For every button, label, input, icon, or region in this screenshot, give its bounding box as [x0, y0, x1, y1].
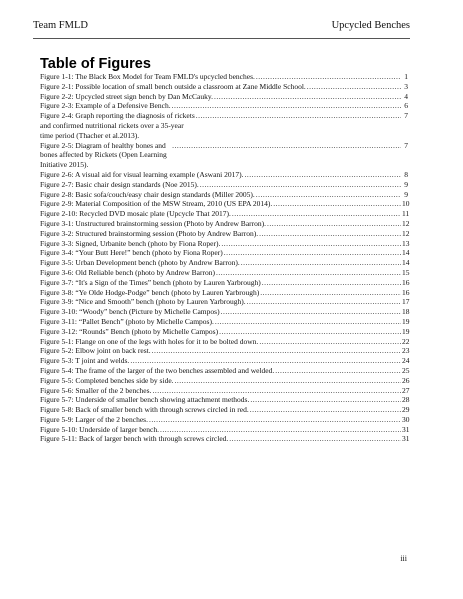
- figure-page-number: 9: [404, 179, 408, 189]
- dot-leader: [307, 82, 401, 92]
- figure-page-number: 16: [402, 287, 410, 297]
- figure-caption: Figure 3-5: Urban Development bench (photo by Andrew Barron).: [40, 258, 240, 268]
- dot-leader: [256, 190, 401, 200]
- dot-leader: [152, 386, 401, 396]
- figure-caption: Figure 3-6: Old Reliable bench (photo by Andrew Barron): [40, 267, 215, 277]
- header-rule: [33, 38, 410, 39]
- dot-leader: [214, 92, 401, 102]
- figure-caption: Figure 2-3: Example of a Defensive Bench.: [40, 101, 171, 111]
- figure-page-number: 23: [402, 346, 410, 356]
- figure-caption: Figure 3-8: “Ye Olde Hodge-Podge” bench (photo by Lauren Yarbrough): [40, 287, 260, 297]
- dot-leader: [196, 111, 401, 121]
- figure-caption: Figure 2-2: Upcycled street sign bench by Dan McCauky.: [40, 91, 214, 101]
- figure-page-number: 7: [404, 140, 408, 150]
- figure-caption: Figure 5-5: Completed benches side by side.: [40, 375, 174, 385]
- figure-page-number: 17: [402, 297, 410, 307]
- figure-entry[interactable]: [40, 376, 408, 386]
- dot-leader: [256, 72, 401, 82]
- figure-entry[interactable]: [40, 180, 408, 190]
- figure-entry[interactable]: [40, 92, 408, 102]
- figure-caption: Figure 5-3: T joint and welds.: [40, 356, 130, 366]
- figure-caption: Figure 5-6: Smaller of the 2 benches.: [40, 385, 152, 395]
- figure-page-number: 8: [404, 169, 408, 179]
- figure-entry[interactable]: [40, 405, 408, 415]
- table-of-figures-list: [40, 72, 408, 444]
- figure-page-number: 14: [402, 248, 410, 258]
- figure-page-number: 13: [402, 238, 410, 248]
- figure-entry[interactable]: [40, 72, 408, 82]
- figure-entry[interactable]: [40, 268, 408, 278]
- figure-entry[interactable]: [40, 288, 408, 298]
- figure-page-number: 1: [404, 72, 408, 81]
- figure-entry[interactable]: [40, 141, 408, 170]
- figure-page-number: 31: [402, 434, 410, 444]
- figure-caption: Figure 3-11: “Pallet Bench” (photo by Michelle Campos).: [40, 316, 214, 326]
- dot-leader: [152, 346, 401, 356]
- figure-caption: Figure 3-1: Unstructured brainstorming session (Photo by Andrew Barron).: [40, 218, 267, 228]
- figure-entry[interactable]: [40, 395, 408, 405]
- figure-caption: Figure 3-9: “Nice and Smooth” bench (photo by Lauren Yarbrough).: [40, 297, 246, 307]
- figure-caption: Figure 5-8: Back of smaller bench with through screws circled in red.: [40, 405, 249, 415]
- figure-page-number: 29: [402, 405, 410, 415]
- dot-leader: [172, 141, 401, 151]
- figure-entry[interactable]: [40, 307, 408, 317]
- dot-leader: [130, 356, 401, 366]
- figure-page-number: 24: [402, 356, 410, 366]
- figure-caption: Figure 1-1: The Black Box Model for Team FMLD's upcycled benches.: [40, 72, 255, 81]
- dot-leader: [260, 288, 401, 298]
- dot-leader: [247, 297, 401, 307]
- figure-caption: Figure 2-4: Graph reporting the diagnosis of rickets and confirmed nutritional rickets over a 35-year time period (Thacher et al.2013).: [40, 111, 195, 140]
- dot-leader: [259, 337, 401, 347]
- dot-leader: [224, 248, 401, 258]
- figure-page-number: 18: [402, 307, 410, 317]
- figure-caption: Figure 2-9: Material Composition of the MSW Stream, 2010 (US EPA 2014).: [40, 199, 273, 209]
- figure-entry[interactable]: [40, 346, 408, 356]
- dot-leader: [221, 239, 401, 249]
- figure-page-number: 9: [404, 189, 408, 199]
- dot-leader: [216, 268, 401, 278]
- dot-leader: [149, 415, 401, 425]
- dot-leader: [221, 307, 401, 317]
- figure-entry[interactable]: [40, 209, 408, 219]
- figure-caption: Figure 2-5: Diagram of healthy bones and bones affected by Rickets (Open Learning Initiative 2015).: [40, 140, 167, 170]
- page-header: [33, 20, 410, 34]
- figure-caption: Figure 5-7: Underside of smaller bench showing attachment methods.: [40, 395, 250, 405]
- figure-caption: Figure 5-1: Flange on one of the legs with holes for it to be bolted down.: [40, 336, 259, 346]
- dot-leader: [250, 405, 401, 415]
- figure-page-number: 12: [402, 228, 410, 238]
- dot-leader: [229, 434, 401, 444]
- figure-entry[interactable]: [40, 337, 408, 347]
- figure-page-number: 27: [402, 385, 410, 395]
- figure-caption: Figure 3-2: Structured brainstorming session (Photo by Andrew Barron).: [40, 228, 259, 238]
- dot-leader: [267, 219, 401, 229]
- figure-entry[interactable]: [40, 356, 408, 366]
- page-title: Table of Figures: [40, 56, 151, 72]
- figure-caption: Figure 5-10: Underside of larger bench.: [40, 424, 159, 434]
- figure-entry[interactable]: [40, 317, 408, 327]
- figure-page-number: 19: [402, 316, 410, 326]
- figure-caption: Figure 3-4: “Your Butt Here!” bench (photo by Fiona Roper): [40, 248, 223, 258]
- figure-page-number: 19: [402, 326, 410, 336]
- figure-caption: Figure 3-10: “Woody” bench (Picture by Michelle Campos): [40, 307, 220, 317]
- figure-caption: Figure 3-12: “Rounds” Bench (photo by Michelle Campos): [40, 326, 219, 336]
- figure-page-number: 6: [404, 101, 408, 111]
- dot-leader: [273, 199, 401, 209]
- dot-leader: [172, 101, 401, 111]
- figure-entry[interactable]: [40, 170, 408, 180]
- figure-entry[interactable]: [40, 190, 408, 200]
- figure-entry[interactable]: [40, 248, 408, 258]
- figure-entry[interactable]: [40, 111, 408, 140]
- figure-caption: Figure 5-4: The frame of the larger of the two benches assembled and welded.: [40, 365, 275, 375]
- figure-entry[interactable]: [40, 258, 408, 268]
- figure-entry[interactable]: [40, 229, 408, 239]
- figure-entry[interactable]: [40, 199, 408, 209]
- figure-entry[interactable]: [40, 297, 408, 307]
- dot-leader: [160, 425, 401, 435]
- figure-caption: Figure 5-9: Larger of the 2 benches.: [40, 414, 148, 424]
- figure-page-number: 14: [402, 258, 410, 268]
- dot-leader: [245, 170, 402, 180]
- figure-page-number: 28: [402, 395, 410, 405]
- header-team-name: Team FMLD: [33, 20, 88, 31]
- figure-caption: Figure 5-2: Elbow joint on back rest.: [40, 346, 151, 356]
- figure-page-number: 15: [402, 267, 410, 277]
- figure-page-number: 7: [404, 111, 408, 121]
- figure-entry[interactable]: [40, 434, 408, 444]
- figure-caption: Figure 2-8: Basic sofa/couch/easy chair design standards (Miller 2005).: [40, 189, 255, 199]
- figure-caption: Figure 5-11: Back of larger bench with through screws circled.: [40, 434, 229, 444]
- figure-entry[interactable]: [40, 219, 408, 229]
- dot-leader: [259, 229, 401, 239]
- dot-leader: [241, 258, 401, 268]
- figure-page-number: 12: [402, 218, 410, 228]
- figure-caption: Figure 2-7: Basic chair design standards (Noe 2015).: [40, 179, 199, 189]
- figure-entry[interactable]: [40, 425, 408, 435]
- figure-caption: Figure 2-6: A visual aid for visual learning example (Aswani 2017).: [40, 169, 244, 179]
- figure-page-number: 26: [402, 375, 410, 385]
- figure-page-number: 3: [404, 81, 408, 91]
- figure-entry[interactable]: [40, 82, 408, 92]
- figure-caption: Figure 3-7: “It's a Sign of the Times” bench (photo by Lauren Yarbrough): [40, 277, 261, 287]
- figure-entry[interactable]: [40, 415, 408, 425]
- figure-caption: Figure 2-1: Possible location of small bench outside a classroom at Zane Middle School.: [40, 81, 306, 91]
- figure-page-number: 10: [402, 199, 410, 209]
- figure-page-number: 30: [402, 414, 410, 424]
- figure-page-number: 25: [402, 365, 410, 375]
- page-number: iii: [400, 554, 407, 563]
- figure-entry[interactable]: [40, 386, 408, 396]
- figure-page-number: 22: [402, 336, 410, 346]
- figure-caption: Figure 3-3: Signed, Urbanite bench (photo by Fiona Roper).: [40, 238, 221, 248]
- dot-leader: [200, 180, 401, 190]
- figure-entry[interactable]: [40, 101, 408, 111]
- header-project-title: Upcycled Benches: [331, 20, 410, 31]
- figure-page-number: 16: [402, 277, 410, 287]
- dot-leader: [175, 376, 401, 386]
- figure-entry[interactable]: [40, 366, 408, 376]
- dot-leader: [215, 317, 401, 327]
- figure-entry[interactable]: [40, 327, 408, 337]
- figure-page-number: 11: [402, 209, 410, 219]
- figure-caption: Figure 2-10: Recycled DVD mosaic plate (Upcycle That 2017).: [40, 209, 231, 219]
- figure-page-number: 4: [404, 91, 408, 101]
- dot-leader: [232, 209, 401, 219]
- dot-leader: [262, 278, 401, 288]
- dot-leader: [219, 327, 401, 337]
- figure-entry[interactable]: [40, 278, 408, 288]
- dot-leader: [250, 395, 401, 405]
- dot-leader: [275, 366, 401, 376]
- figure-entry[interactable]: [40, 239, 408, 249]
- figure-page-number: 31: [402, 424, 410, 434]
